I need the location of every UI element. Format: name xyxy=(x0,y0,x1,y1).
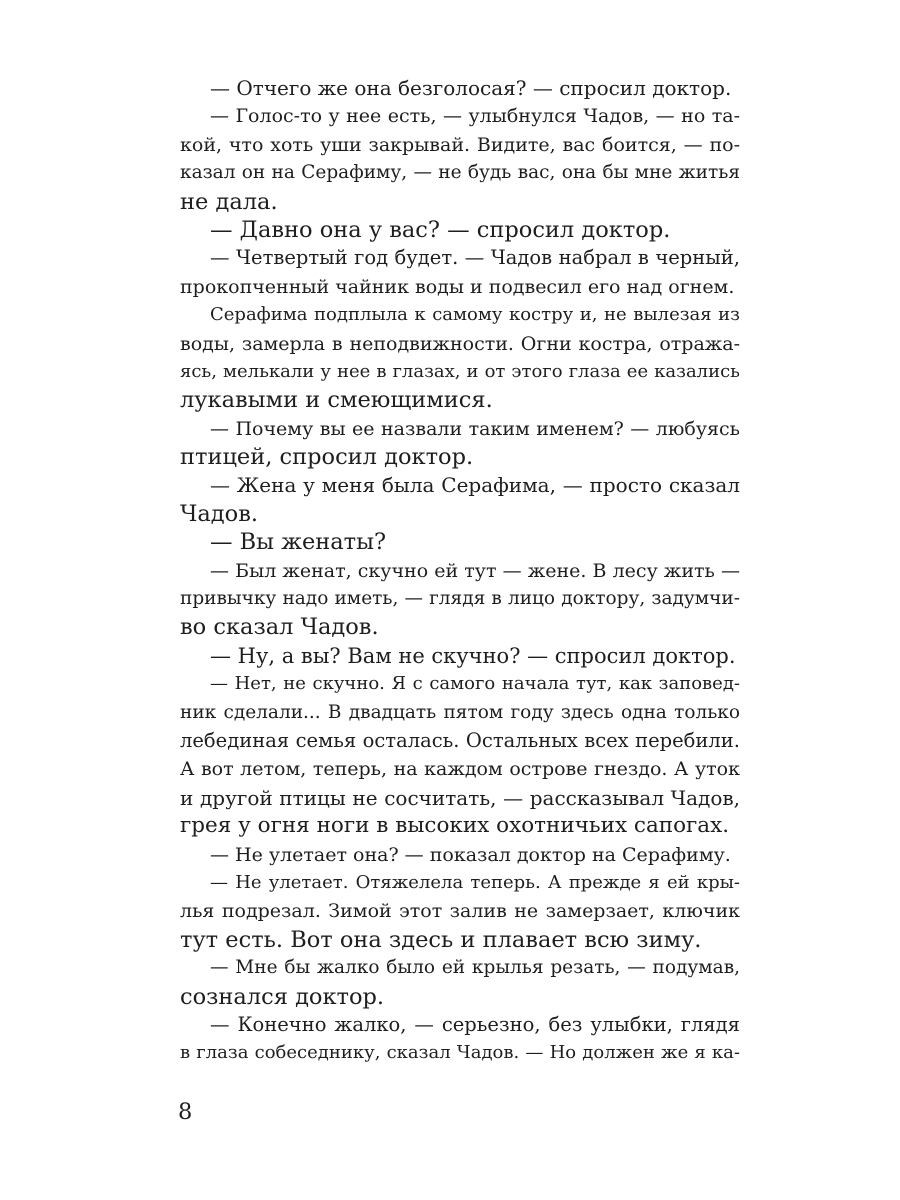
text-line: — Вы женаты? xyxy=(210,529,387,556)
text-line: ясь, мелькали у нее в глазах, и от этого глаза ее казались xyxy=(180,360,740,382)
page-number: 8 xyxy=(178,1099,193,1125)
paragraph xyxy=(180,642,740,670)
paragraph xyxy=(180,869,740,954)
body-text xyxy=(180,74,740,1068)
text-line: А вот летом, теперь, на каждом острове гнездо. А уток xyxy=(180,758,740,781)
text-line: — Не улетает она? — показал доктор на Серафиму. xyxy=(210,843,731,866)
text-line: казал он на Серафиму, — не будь вас, она бы мне житья xyxy=(180,162,740,184)
paragraph xyxy=(180,954,740,1011)
text-line: грея у огня ноги в высоких охотничьих сапогах. xyxy=(180,813,730,839)
text-line: во сказал Чадов. xyxy=(180,614,379,641)
text-line: — Жена у меня была Серафима, — просто сказал xyxy=(210,473,740,498)
text-line: — Отчего же она безголосая? — спросил доктор. xyxy=(210,76,732,100)
paragraph xyxy=(180,415,740,472)
paragraph xyxy=(180,244,740,301)
text-line: в глаза собеседнику, сказал Чадов. — Но должен же я ка- xyxy=(180,1042,740,1064)
paragraph xyxy=(180,528,740,556)
text-line: лья подрезал. Зимой этот залив не замерзает, ключик xyxy=(180,900,740,923)
text-line: лукавыми и смеющимися. xyxy=(180,387,493,414)
text-line: сознался доктор. xyxy=(180,983,385,1010)
text-line: лебединая семья осталась. Остальных всех перебили. xyxy=(180,728,740,752)
paragraph xyxy=(180,841,740,869)
text-line: — Не улетает. Отяжелела теперь. А прежде я ей кры- xyxy=(210,871,740,893)
text-line: — Почему вы ее назвали таким именем? — любуясь xyxy=(210,417,740,440)
text-line: прокопченный чайник воды и подвесил его над огнем. xyxy=(180,275,735,298)
text-line: привычку надо иметь, — глядя в лицо доктору, задумчи- xyxy=(180,588,740,610)
paragraph xyxy=(180,74,740,102)
paragraph xyxy=(180,216,740,244)
text-line: ник сделали... В двадцать пятом году здесь одна только xyxy=(180,701,740,723)
text-line: — Нет, не скучно. Я с самого начала тут, как заповед- xyxy=(210,673,740,695)
text-line: — Был женат, скучно ей тут — жене. В лесу жить — xyxy=(210,559,740,582)
text-line: и другой птицы не сосчитать, — рассказывал Чадов, xyxy=(180,785,740,810)
text-line: — Голос-то у нее есть, — улыбнулся Чадов, — но та- xyxy=(210,105,740,128)
text-line: Чадов. xyxy=(180,500,259,527)
paragraph xyxy=(180,670,740,840)
paragraph xyxy=(180,102,740,216)
text-line: кой, что хоть уши закрывай. Видите, вас боится, — по- xyxy=(180,133,740,156)
text-line: Серафима подплыла к самому костру и, не вылезая из xyxy=(210,304,740,326)
text-line: — Мне бы жалко было ей крылья резать, — подумав, xyxy=(210,957,740,979)
text-line: — Четвертый год будет. — Чадов набрал в черный, xyxy=(210,246,740,270)
text-line: не дала. xyxy=(180,188,278,215)
text-line: — Конечно жалко, — серьезно, без улыбки, глядя xyxy=(210,1012,740,1036)
text-line: — Давно она у вас? — спросил доктор. xyxy=(210,216,671,243)
paragraph xyxy=(180,301,740,415)
paragraph xyxy=(180,1011,740,1068)
text-line: тут есть. Вот она здесь и плавает всю зиму. xyxy=(180,926,702,953)
text-line: воды, замерла в неподвижности. Огни костра, отража- xyxy=(180,332,740,355)
paragraph xyxy=(180,471,740,528)
paragraph xyxy=(180,557,740,642)
text-line: — Ну, а вы? Вам не скучно? — спросил доктор. xyxy=(210,643,736,668)
text-line: птицей, спросил доктор. xyxy=(180,444,474,471)
